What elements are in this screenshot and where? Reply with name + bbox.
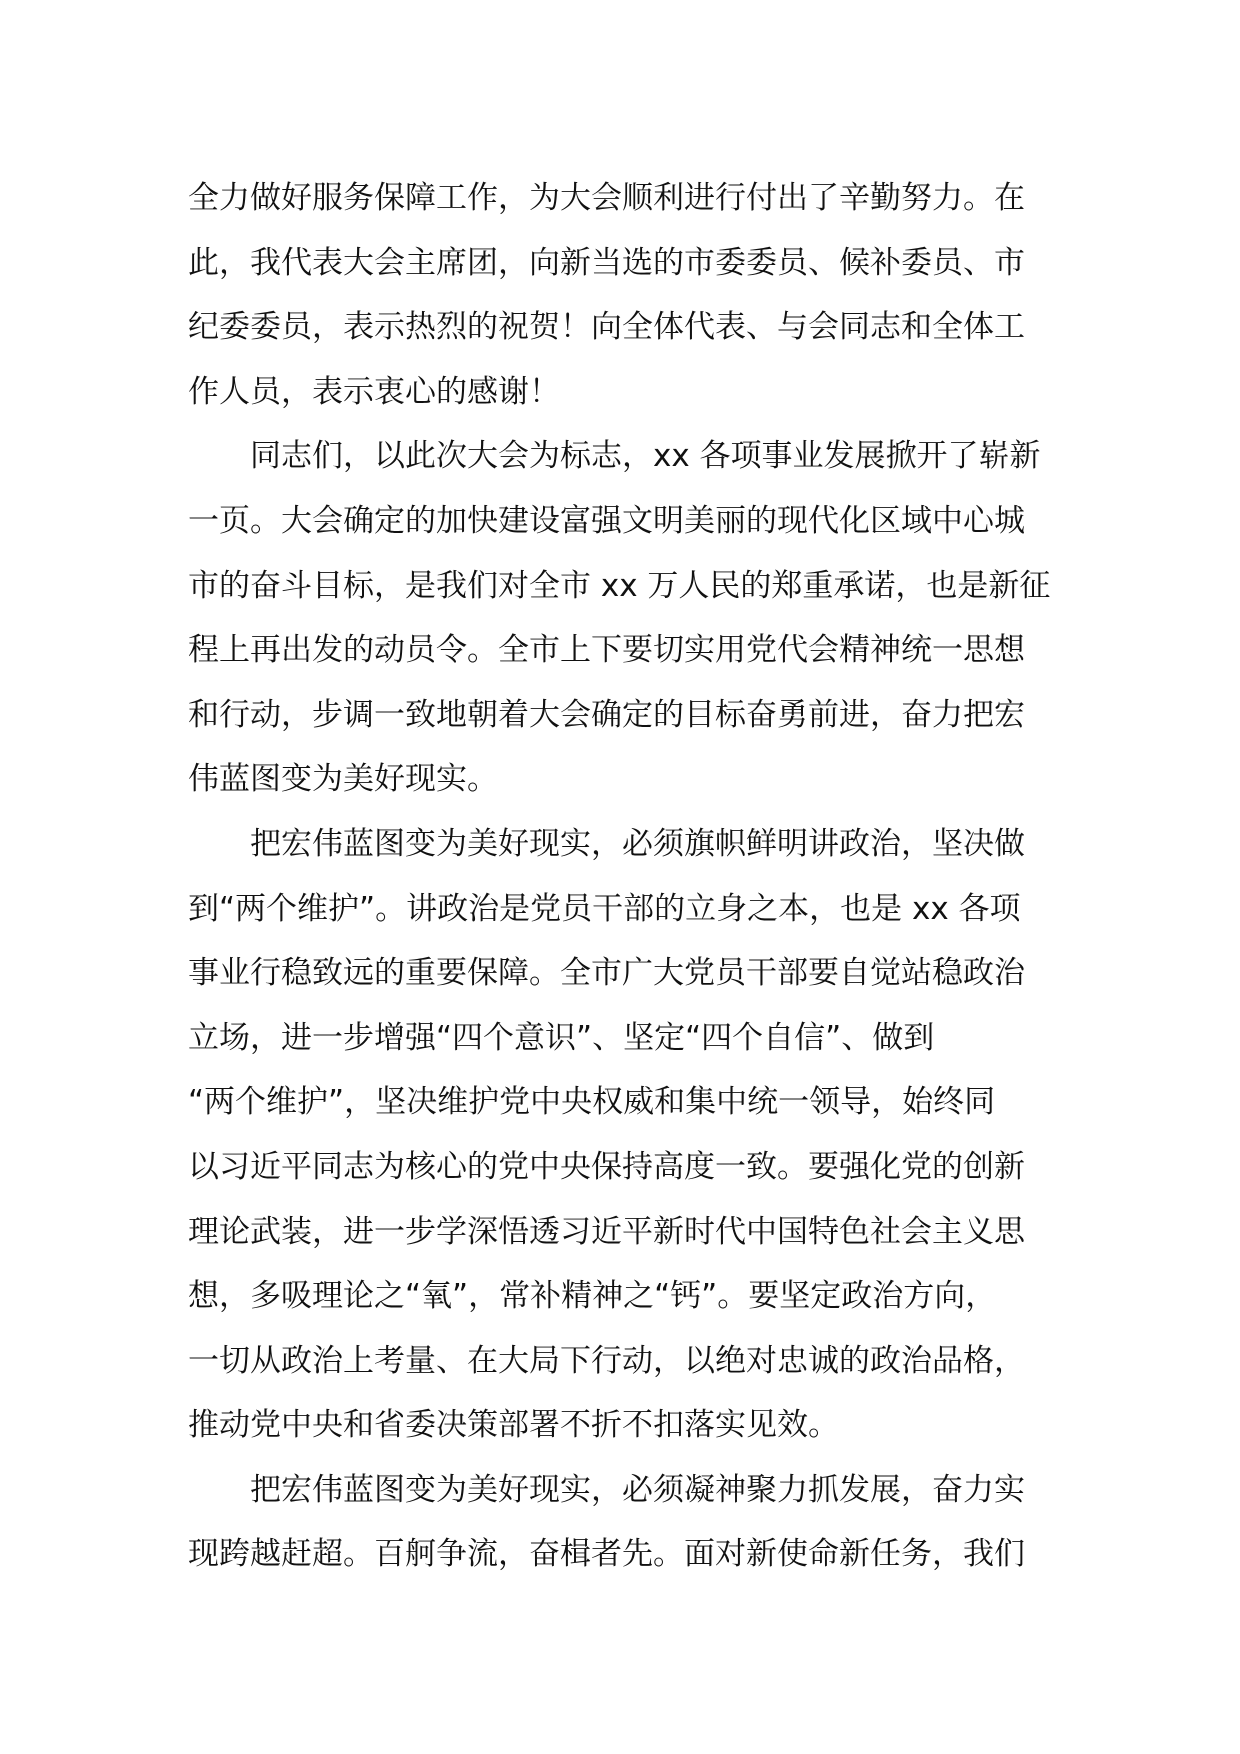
text-line: 到“两个维护”。讲政治是党员干部的立身之本，也是 xx 各项: [188, 890, 1021, 927]
text-line: 此，我代表大会主席团，向新当选的市委委员、候补委员、市: [188, 244, 1025, 281]
text-line: 市的奋斗目标，是我们对全市 xx 万人民的郑重承诺，也是新征: [188, 567, 1051, 604]
text-line: 和行动，步调一致地朝着大会确定的目标奋勇前进，奋力把宏: [188, 696, 1025, 733]
text-line: 伟蓝图变为美好现实。: [188, 761, 498, 798]
text-line: 以习近平同志为核心的党中央保持高度一致。要强化党的创新: [188, 1148, 1025, 1185]
text-line: 一切从政治上考量、在大局下行动，以绝对忠诚的政治品格，: [188, 1342, 1025, 1379]
text-line: 全力做好服务保障工作，为大会顺利进行付出了辛勤努力。在: [188, 180, 1025, 216]
text-line: 想，多吸理论之“氧”，常补精神之“钙”。要坚定政治方向，: [188, 1278, 997, 1315]
text-line: 推动党中央和省委决策部署不折不扣落实见效。: [188, 1407, 839, 1444]
text-line: 程上再出发的动员令。全市上下要切实用党代会精神统一思想: [188, 632, 1025, 669]
text-line: 立场，进一步增强“四个意识”、坚定“四个自信”、做到: [188, 1019, 935, 1056]
text-line: 理论武装，进一步学深悟透习近平新时代中国特色社会主义思: [188, 1213, 1025, 1250]
paragraph-first-line: 把宏伟蓝图变为美好现实，必须凝神聚力抓发展，奋力实: [250, 1471, 1025, 1508]
text-line: 事业行稳致远的重要保障。全市广大党员干部要自觉站稳政治: [188, 955, 1025, 992]
text-line: 一页。大会确定的加快建设富强文明美丽的现代化区域中心城: [188, 502, 1025, 539]
document-body: [188, 166, 1068, 1587]
text-line: 现跨越赶超。百舸争流，奋楫者先。面对新使命新任务，我们: [188, 1536, 1025, 1573]
paragraph-first-line: 同志们，以此次大会为标志，xx 各项事业发展掀开了崭新: [250, 438, 1041, 475]
text-line: 纪委委员，表示热烈的祝贺！向全体代表、与会同志和全体工: [188, 309, 1025, 346]
paragraph-first-line: 把宏伟蓝图变为美好现实，必须旗帜鲜明讲政治，坚决做: [250, 825, 1025, 862]
text-line: 作人员，表示衷心的感谢！: [188, 373, 560, 410]
text-line: “两个维护”，坚决维护党中央权威和集中统一领导，始终同: [188, 1084, 996, 1121]
